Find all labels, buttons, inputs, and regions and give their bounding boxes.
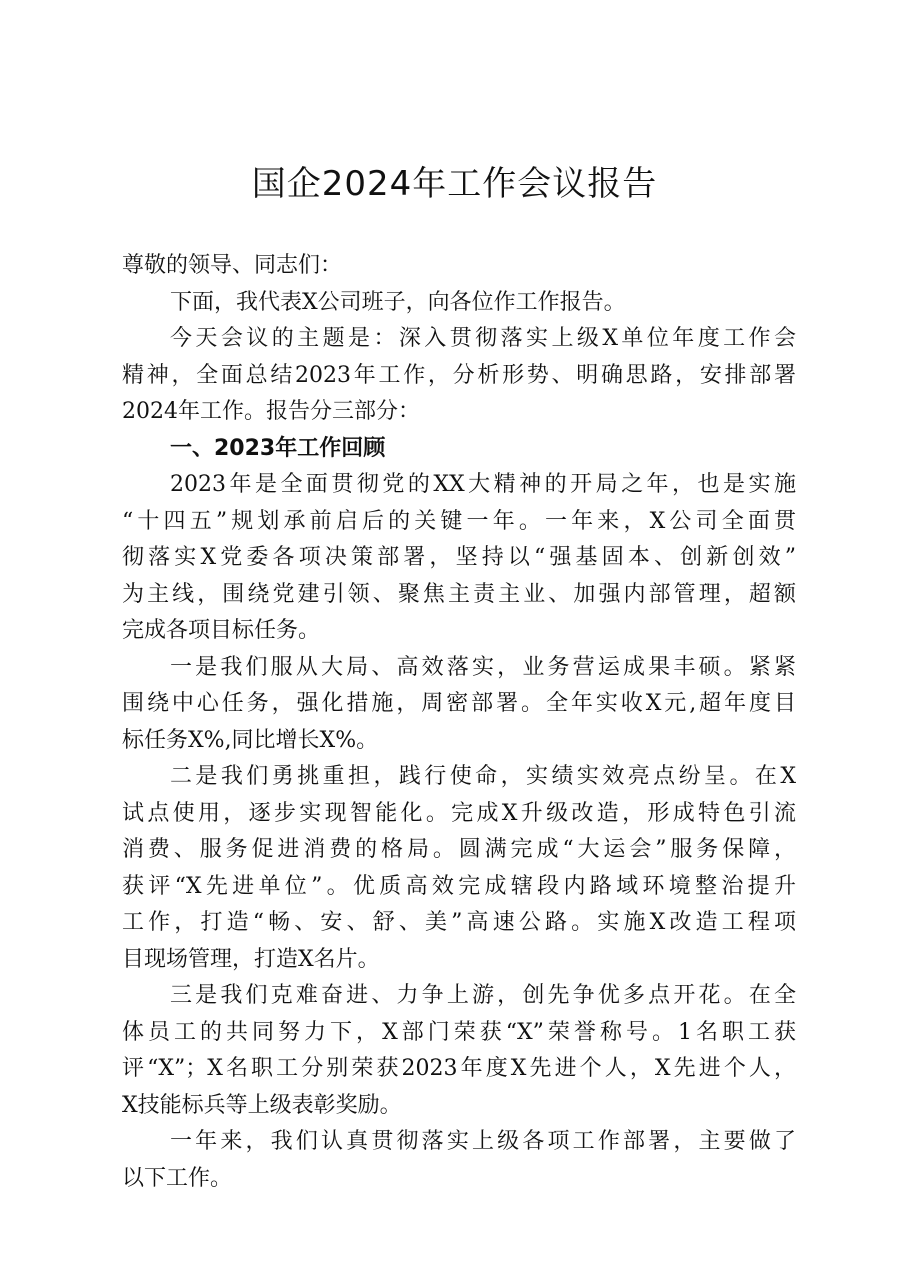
text-line: 获评“X先进单位”。优质高效完成辖段内路域环境整治提升 (122, 873, 796, 899)
text-line: 围绕中心任务，强化措施，周密部署。全年实收X元,超年度目 (122, 691, 796, 716)
text-line: 完成各项目标任务。 (122, 618, 321, 643)
text-line: “十四五”规划承前启后的关键一年。一年来，X公司全面贯 (122, 508, 796, 534)
text-line: 一年来，我们认真贯彻落实上级各项工作部署，主要做了 (170, 1129, 796, 1154)
section-heading: 一、2023年工作回顾 (170, 435, 386, 461)
text-line: 工作，打造“畅、安、舒、美”高速公路。实施X改造工程项 (122, 910, 796, 935)
text-line: 体员工的共同努力下，X部门荣获“X”荣誉称号。1名职工获 (122, 1019, 796, 1045)
text-line: 二是我们勇挑重担，践行使命，实绩实效亮点纷呈。在X (170, 764, 796, 789)
text-line: 彻落实X党委各项决策部署，坚持以“强基固本、创新创效” (122, 545, 796, 570)
text-line: 三是我们克难奋进、力争上游，创先争优多点开花。在全 (170, 983, 796, 1008)
text-line: 精神，全面总结2023年工作，分析形势、明确思路，安排部署 (122, 362, 796, 388)
text-line: 今天会议的主题是：深入贯彻落实上级X单位年度工作会 (170, 326, 796, 351)
text-line: 消费、服务促进消费的格局。圆满完成“大运会”服务保障， (122, 837, 796, 862)
text-line: 一是我们服从大局、高效落实，业务营运成果丰硕。紧紧 (170, 654, 796, 680)
text-line: 2023年是全面贯彻党的XX大精神的开局之年，也是实施 (170, 472, 796, 497)
document-body (122, 248, 796, 1197)
text-line: X技能标兵等上级表彰奖励。 (122, 1092, 402, 1118)
text-line: 试点使用，逐步实现智能化。完成X升级改造，形成特色引流 (122, 800, 796, 826)
text-line: 2024年工作。报告分三部分： (122, 399, 420, 424)
text-line: 标任务X%,同比增长X%。 (122, 727, 379, 753)
text-line: 为主线，围绕党建引领、聚焦主责主业、加强内部管理，超额 (122, 581, 796, 607)
text-line: 目现场管理，打造X名片。 (122, 946, 380, 972)
text-line: 以下工作。 (122, 1165, 233, 1191)
text-line: 评“X”；X名职工分别荣获2023年度X先进个人，X先进个人， (122, 1056, 796, 1081)
text-line: 下面，我代表X公司班子，向各位作工作报告。 (170, 289, 626, 315)
text-line: 尊敬的领导、同志们： (122, 253, 343, 278)
document-title: 国企2024年工作会议报告 (251, 164, 658, 204)
